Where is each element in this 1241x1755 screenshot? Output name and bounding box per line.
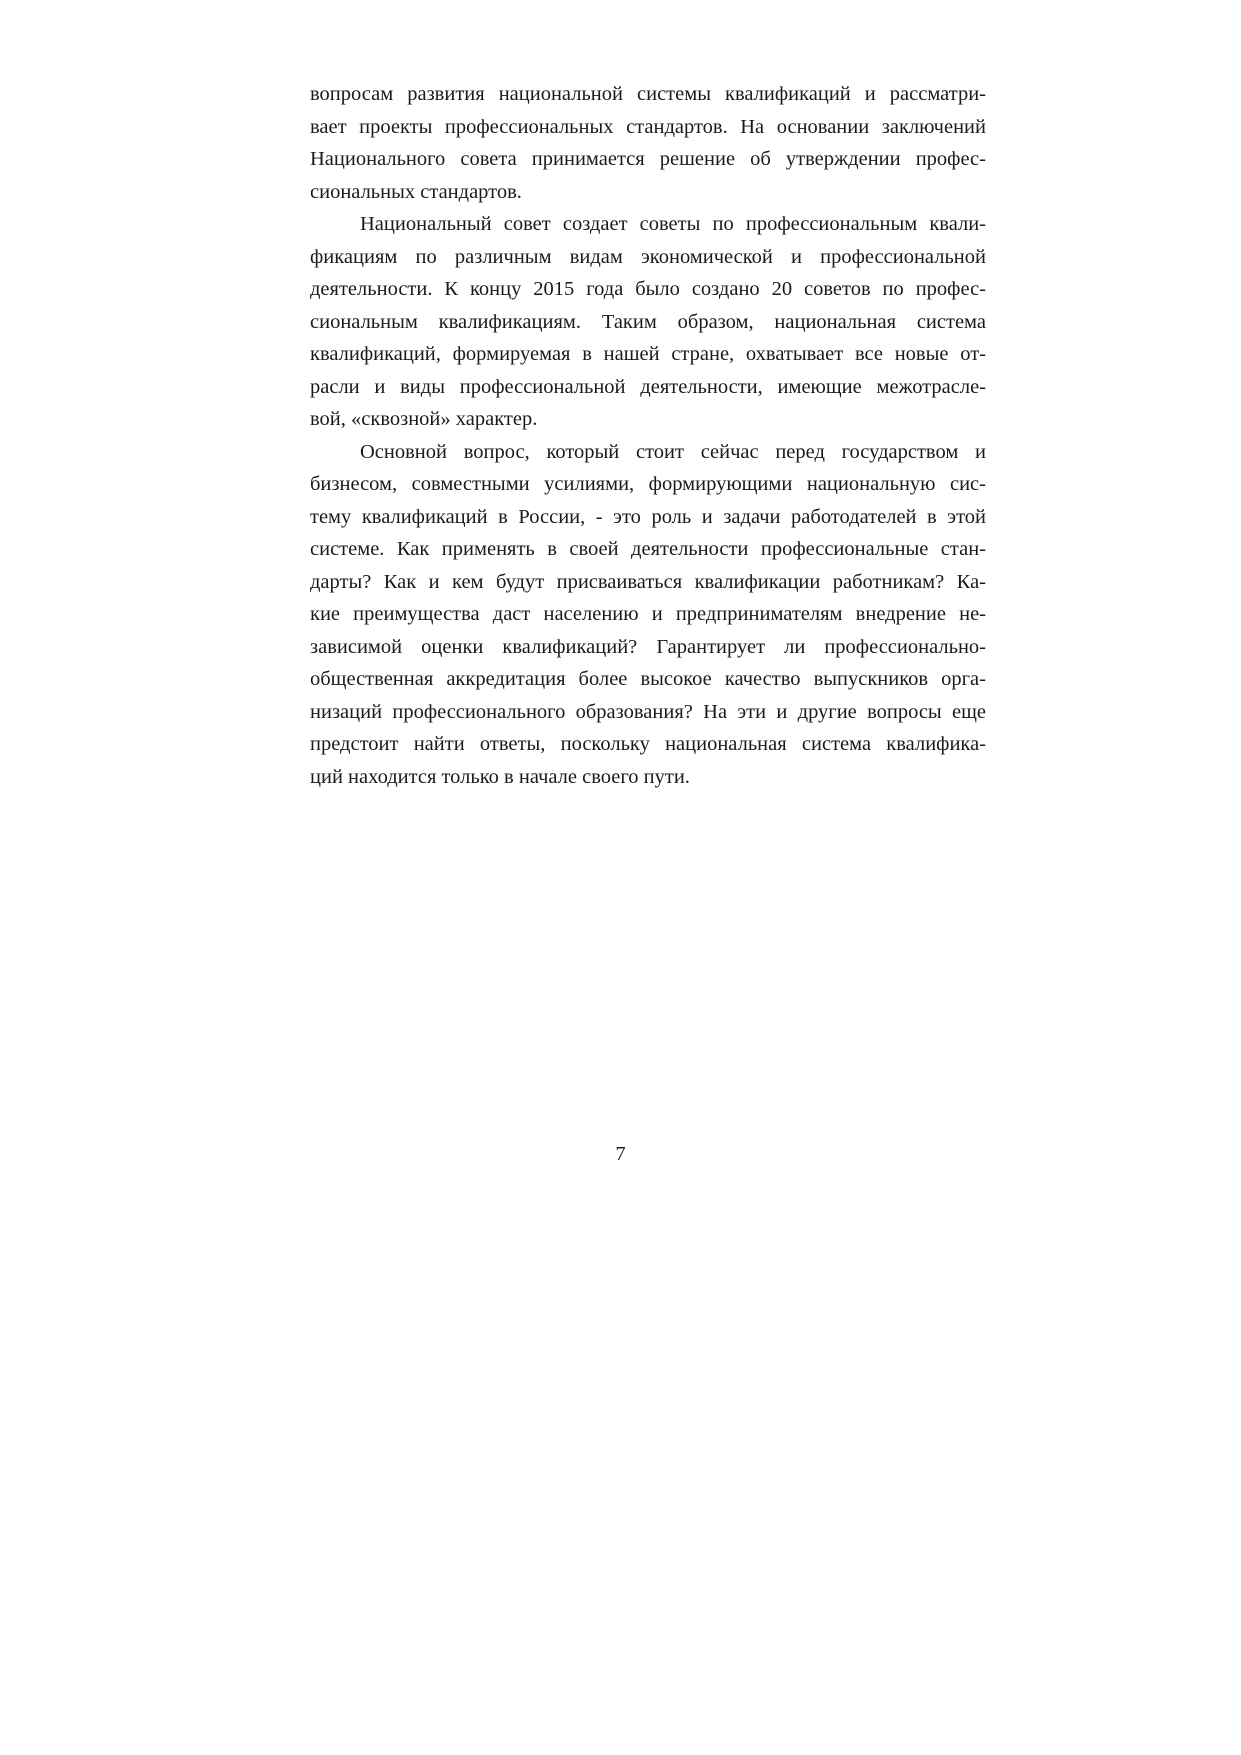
- body-text: [310, 78, 986, 793]
- text-line: зависимой оценки квалификаций? Гарантирует ли профессионально-: [310, 635, 986, 658]
- page-number: 7: [615, 1143, 626, 1165]
- text-line: кие преимущества даст населению и предпринимателям внедрение не-: [310, 603, 986, 625]
- text-line: предстоит найти ответы, поскольку национальная система квалифика-: [310, 733, 986, 755]
- text-line: квалификаций, формируемая в нашей стране, охватывает все новые от-: [310, 343, 986, 365]
- text-line: тему квалификаций в России, - это роль и задачи работодателей в этой: [310, 505, 986, 528]
- text-line: ций находится только в начале своего пути.: [310, 765, 690, 788]
- text-line: фикациям по различным видам экономической и профессиональной: [310, 245, 986, 268]
- text-line: Национальный совет создает советы по профессиональным квали-: [360, 213, 986, 235]
- text-line: деятельности. К концу 2015 года было создано 20 советов по профес-: [310, 278, 986, 300]
- paragraph-1: [310, 78, 986, 208]
- paragraph-2: [310, 208, 986, 436]
- text-line: сиональных стандартов.: [310, 180, 522, 203]
- text-line: вопросам развития национальной системы квалификаций и рассматри-: [310, 83, 986, 105]
- text-line: Основной вопрос, который стоит сейчас перед государством и: [360, 440, 986, 463]
- text-line: общественная аккредитация более высокое качество выпускников орга-: [310, 668, 986, 690]
- text-line: дарты? Как и кем будут присваиваться квалификации работникам? Ка-: [310, 570, 986, 593]
- text-line: низаций профессионального образования? На эти и другие вопросы еще: [310, 700, 986, 723]
- text-line: расли и виды профессиональной деятельности, имеющие межотрасле-: [310, 375, 986, 398]
- text-line: Национального совета принимается решение об утверждении профес-: [310, 148, 986, 170]
- paragraph-3: [310, 436, 986, 794]
- text-line: сиональным квалификациям. Таким образом, национальная система: [310, 310, 986, 333]
- text-line: бизнесом, совместными усилиями, формирующими национальную сис-: [310, 473, 986, 495]
- text-line: вает проекты профессиональных стандартов. На основании заключений: [310, 115, 986, 138]
- text-line: вой, «сквозной» характер.: [310, 408, 538, 430]
- text-line: системе. Как применять в своей деятельности профессиональные стан-: [310, 538, 986, 560]
